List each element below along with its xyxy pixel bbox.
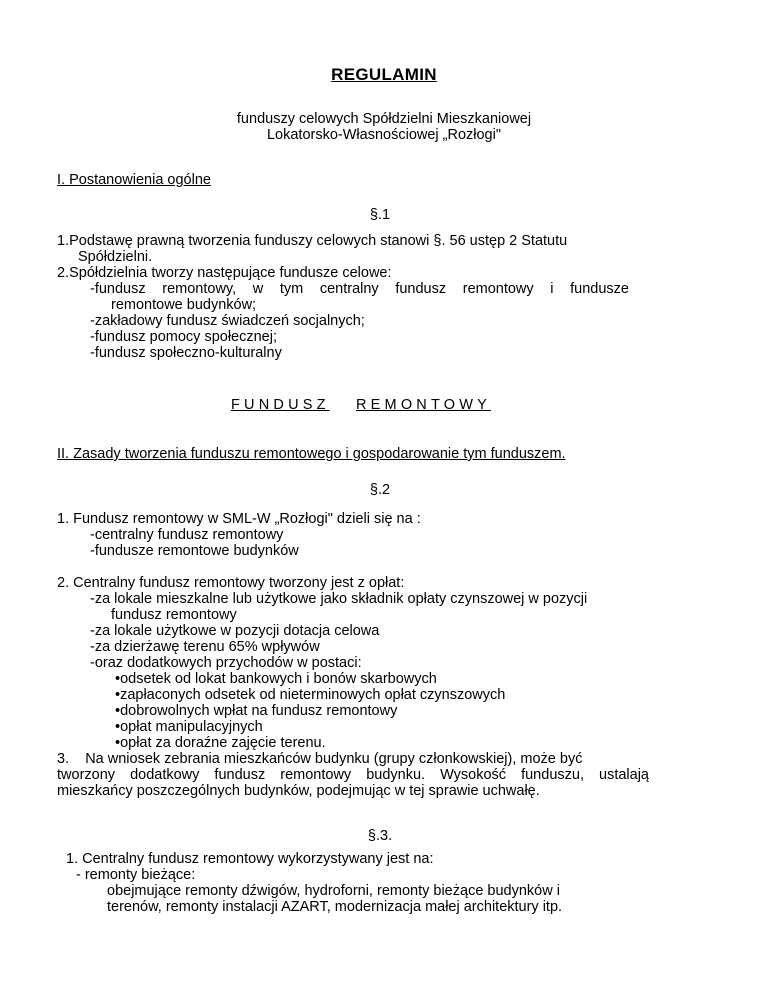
paragraph-mark-3: §.3. — [367, 828, 393, 844]
s2-line-9: -oraz dodatkowych przychodów w postaci: — [90, 655, 362, 671]
s1-line-4: -fundusz remontowy, w tym centralny fundusz remontowy i fundusze — [90, 281, 629, 297]
s2-line-6: fundusz remontowy — [111, 607, 237, 623]
s1-line-2: Spółdzielni. — [78, 249, 153, 265]
s1-line-6: -zakładowy fundusz świadczeń socjalnych; — [90, 313, 365, 329]
s2-bullet-5: •opłat za doraźne zajęcie terenu. — [115, 735, 326, 751]
s2-line-3: -fundusze remontowe budynków — [90, 543, 299, 559]
s1-line-1: 1.Podstawę prawną tworzenia funduszy celowych stanowi §. 56 ustęp 2 Statutu — [57, 233, 568, 249]
banner-word-1: FUNDUSZ — [231, 397, 330, 413]
s1-line-7: -fundusz pomocy społecznej; — [90, 329, 277, 345]
s2-line-1: 1. Fundusz remontowy w SML-W „Rozłogi" dzieli się na : — [57, 511, 421, 527]
paragraph-mark-1: §.1 — [369, 207, 391, 223]
s2-bullet-3: •dobrowolnych wpłat na fundusz remontowy — [115, 703, 398, 719]
s2-line-4: 2. Centralny fundusz remontowy tworzony jest z opłat: — [57, 575, 405, 591]
subtitle-line-1: funduszy celowych Spółdzielni Mieszkaniowej — [236, 111, 532, 127]
s2-line-2: -centralny fundusz remontowy — [90, 527, 284, 543]
subtitle-line-2: Lokatorsko-Własnościowej „Rozłogi" — [266, 127, 501, 143]
s2-bullet-1: •odsetek od lokat bankowych i bonów skarbowych — [115, 671, 437, 687]
document-title: REGULAMIN — [331, 65, 437, 84]
s2-bullet-4: •opłat manipulacyjnych — [115, 719, 263, 735]
s1-line-8: -fundusz społeczno-kulturalny — [90, 345, 282, 361]
s3-line-4: terenów, remonty instalacji AZART, modernizacja małej architektury itp. — [107, 899, 563, 915]
s2-line-16: tworzony dodatkowy fundusz remontowy budynku. Wysokość funduszu, ustalają — [57, 767, 649, 783]
s2-line-17: mieszkańcy poszczególnych budynków, podejmując w tej sprawie uchwałę. — [57, 783, 540, 799]
section-heading-1: I. Postanowienia ogólne — [57, 172, 211, 188]
section-heading-2: II. Zasady tworzenia funduszu remontowego i gospodarowanie tym funduszem. — [57, 446, 566, 462]
s1-line-5: remontowe budynków; — [111, 297, 257, 313]
banner-word-2: REMONTOWY — [356, 397, 492, 413]
s2-line-7: -za lokale użytkowe w pozycji dotacja celowa — [90, 623, 380, 639]
s3-line-3: obejmujące remonty dźwigów, hydroforni, remonty bieżące budynków i — [107, 883, 560, 899]
s2-bullet-2: •zapłaconych odsetek od nieterminowych opłat czynszowych — [115, 687, 506, 703]
s2-line-8: -za dzierżawę terenu 65% wpływów — [90, 639, 320, 655]
s3-line-2: - remonty bieżące: — [76, 867, 196, 883]
paragraph-mark-2: §.2 — [369, 482, 391, 498]
s3-line-1: 1. Centralny fundusz remontowy wykorzystywany jest na: — [66, 851, 434, 867]
s1-line-3: 2.Spółdzielnia tworzy następujące fundusze celowe: — [57, 265, 392, 281]
s2-line-15: 3. Na wniosek zebrania mieszkańców budynku (grupy członkowskiej), może być — [57, 751, 583, 767]
s2-line-5: -za lokale mieszkalne lub użytkowe jako składnik opłaty czynszowej w pozycji — [90, 591, 588, 607]
